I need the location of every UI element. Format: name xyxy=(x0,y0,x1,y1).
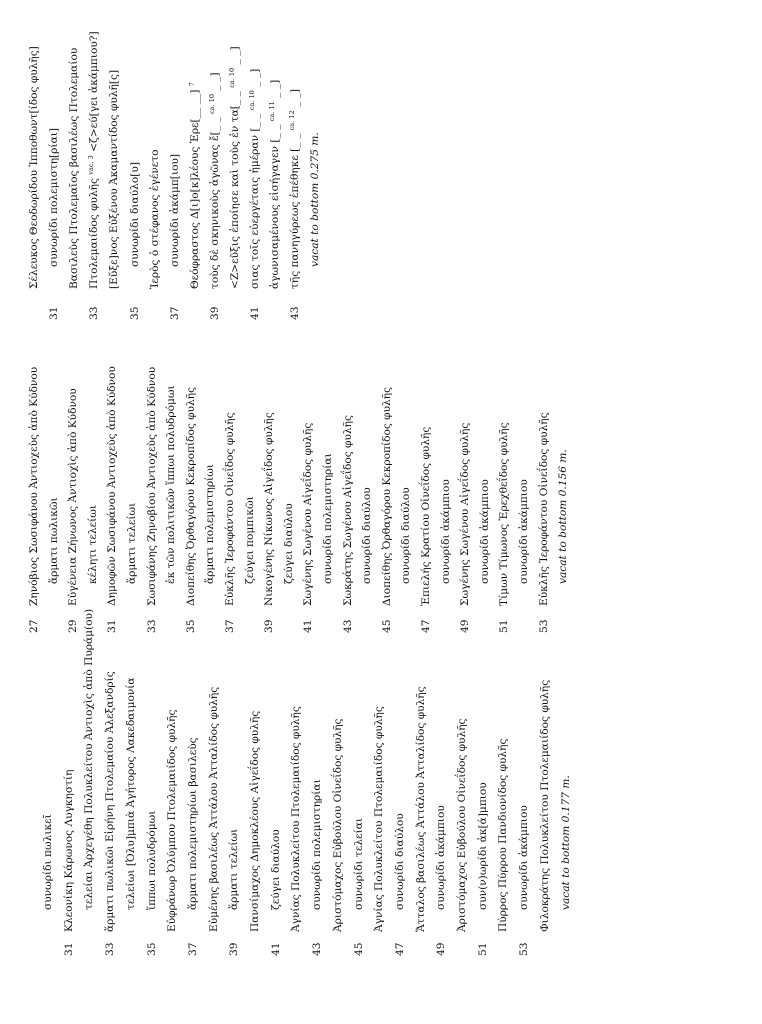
text-line xyxy=(311,779,323,932)
text-line xyxy=(28,46,40,289)
text-line xyxy=(185,387,197,606)
text-line xyxy=(108,70,120,289)
line-text: vacat to bottom 0.156 m. xyxy=(557,449,570,584)
line-text: σιας τοῖς εὐεργέταις ἡμέραν [_ _ xyxy=(249,113,262,289)
text-line xyxy=(106,366,118,606)
text-line xyxy=(87,505,99,606)
line-number: 33 xyxy=(104,942,117,956)
text-line xyxy=(129,162,141,289)
text-line xyxy=(263,412,275,606)
text-line xyxy=(249,69,261,289)
line-text: Ἀριστόμαχος Εὐβούλου Οἰνεΐδος φυλῆς xyxy=(456,718,468,932)
line-number: 31 xyxy=(62,942,75,956)
line-text: ζεύγει διαύλου xyxy=(282,503,295,584)
line-text: ἀγωνισαμένους εἰσήγαγεν [_ _ xyxy=(269,124,282,289)
line-text: συνωρίδι διαύλου xyxy=(400,487,413,584)
line-number: 37 xyxy=(224,619,236,633)
line-text: τοὺς δὲ σκηνικοὺς ἀγῶνας ἔ[_ _ xyxy=(208,117,221,289)
text-line xyxy=(126,503,138,606)
superscript-note: ca. 10 xyxy=(228,67,236,88)
line-number: 27 xyxy=(28,619,40,633)
text-line xyxy=(539,680,551,932)
text-line xyxy=(420,427,432,606)
text-line xyxy=(332,719,344,932)
text-line xyxy=(169,154,181,289)
line-text: ἅρματι πολεμιστηρίωι βασιλεὺς xyxy=(186,737,199,910)
line-text: ἅρματι τελείωι xyxy=(126,502,138,584)
line-text: Διοπείθης Ὀρθαγόρου Κεκροπίδος φυλῆς xyxy=(380,386,393,606)
text-line xyxy=(373,706,385,932)
line-text: συνωρίδι διαύλο[υ] xyxy=(128,162,141,267)
line-text: Σωσιφάνης Ζηνοβίου Ἀντιοχεὺς ἀπὸ Κύδνου xyxy=(145,366,158,606)
text-line xyxy=(165,385,177,606)
text-line xyxy=(290,706,302,932)
superscript-note: vac. 3 xyxy=(87,155,96,175)
line-text: [Εὔξε]νος Εὐξένου Ἀκαμαντίδος φυλῆ[ς] xyxy=(108,69,121,289)
text-line xyxy=(204,464,216,606)
line-text: ἐκ τῶν πολιτικῶν ἵππωι πολυδρόμωι xyxy=(165,385,178,584)
line-text: συνωρίδι τελείαι xyxy=(352,817,365,910)
text-line xyxy=(244,496,256,606)
text-line xyxy=(48,497,60,606)
line-text: ἅρματι πολεμιστηρίωι xyxy=(204,464,217,584)
line-number: 43 xyxy=(311,942,324,956)
line-text: συνωρίδι πολεμιστηρίαι xyxy=(311,779,324,910)
line-number: 31 xyxy=(48,306,61,320)
line-text: Σωγένης Σωγένου Αἰγεΐδος φυλῆς xyxy=(459,422,472,606)
line-number: 33 xyxy=(145,619,158,633)
line-text-continued: _ _] xyxy=(249,68,262,87)
line-text: ἅρματι τελείωι xyxy=(228,828,241,910)
superscript-note: ca. 12 xyxy=(288,110,297,131)
line-number: 35 xyxy=(128,306,141,320)
text-line xyxy=(381,387,393,606)
text-line xyxy=(125,677,137,932)
line-text-continued: _ _] xyxy=(229,46,241,65)
line-text: συνωρίδι ἀκάμπιου xyxy=(518,479,530,584)
line-text: Εὐφράνωρ Ὀλύμπου Πτολεμαιίδος φυλῆς xyxy=(166,709,179,932)
line-number: 49 xyxy=(435,942,448,956)
line-text: Ἀγνίας Πολυκλείτου Πτολεμαιίδος φυλῆς xyxy=(373,706,386,932)
text-line xyxy=(342,415,354,606)
line-text: συνωρίδι πωλικεῖ xyxy=(42,814,54,910)
text-line xyxy=(146,367,158,606)
line-text: συν(ν)ωρίδι ἀκ[ά]μπιου xyxy=(476,782,489,910)
line-text: τελείαι Ἀρχεγέθη Πολυκλείτου Ἀντιοχὶς ἀπὸ Πυράμ(ου) xyxy=(83,608,96,910)
line-text: Εὐγένεια Ζήνωνος Ἀντιοχὶς ἀπὸ Κύδνου xyxy=(67,388,80,606)
text-line xyxy=(42,814,54,932)
line-text: ἅρματι πωλικῶι Εἰρήνη Πτολεμαίου Ἀλεξανδρίς xyxy=(104,671,117,932)
line-text: vacat to bottom 0.177 m. xyxy=(559,775,572,910)
line-text: Εὐκλῆς Ἱεροφάντου Οἰνεΐδος φυλῆς xyxy=(537,412,550,606)
line-text-continued: _ _] xyxy=(269,79,282,98)
line-text: vacat to bottom 0.275 m. xyxy=(309,132,322,267)
text-line xyxy=(459,423,471,606)
line-number: 43 xyxy=(289,306,302,320)
text-line xyxy=(88,31,100,289)
line-number: 49 xyxy=(459,619,472,633)
text-line xyxy=(228,829,240,932)
line-number: 47 xyxy=(420,619,432,633)
line-text: Φιλοκράτης Πολυκλείτου Πτολεμαιίδος φυλῆς xyxy=(538,679,551,932)
text-line xyxy=(440,479,452,606)
text-line xyxy=(146,811,158,932)
text-line xyxy=(189,82,201,289)
line-text: συνωρίδι ἀκάμπιου xyxy=(478,479,491,584)
line-text: Ζηνόβιος Σωσιφάνου Ἀντιοχεὺς ἀπὸ Κύδνου xyxy=(28,366,40,606)
line-text: ζεύγει διαύλου xyxy=(269,829,282,910)
line-text: συνωρίδι πολεμιστη[ρίαι] xyxy=(48,127,61,267)
line-text: τελείωι [Ὀλυ]μπιὰ Ἀγήτορος Λακεδαιμονία xyxy=(124,677,137,910)
line-number: 35 xyxy=(184,619,197,633)
text-line xyxy=(187,737,199,932)
text-line xyxy=(302,423,314,606)
text-line xyxy=(149,149,161,289)
superscript-note: 7 xyxy=(187,82,196,87)
text-line xyxy=(435,805,447,932)
text-line xyxy=(322,453,334,606)
text-line xyxy=(518,479,530,606)
line-text: Πανσίμαχος Δημοκλέους Αἰγεΐδος φυλῆς xyxy=(249,710,261,932)
column-middle xyxy=(0,286,762,633)
line-number: 43 xyxy=(341,619,354,633)
text-line xyxy=(361,487,373,606)
line-text: Ἄτταλος βασιλέως Ἀττάλου Ἀτταλίδος φυλῆς xyxy=(414,686,427,932)
line-text: συνωρίδι διαύλου xyxy=(361,487,374,584)
line-number: 39 xyxy=(228,942,241,956)
line-text: Δημοφῶν Σωσιφάνου Ἀντιοχεὺς ἀπὸ Κύδνου xyxy=(106,366,119,606)
text-line xyxy=(477,782,489,932)
superscript-note: ca. 11 xyxy=(268,101,277,122)
text-line xyxy=(208,687,220,932)
line-number: 35 xyxy=(145,942,158,956)
text-line xyxy=(394,813,406,932)
line-number: 41 xyxy=(302,619,315,633)
text-line xyxy=(415,686,427,932)
line-text: Κλεονίκη Κάρωνος Λυγκηστίη xyxy=(62,769,75,932)
text-line xyxy=(456,719,468,932)
line-number: 53 xyxy=(537,619,550,633)
column-right xyxy=(0,0,762,320)
text-line xyxy=(229,46,241,289)
line-text: Νικογένης Νίκωνος Αἰγεΐδος φυλῆς xyxy=(263,412,276,606)
line-text: Ἐπιελής Κρατίου Οἰνεΐδος φυλῆς xyxy=(420,426,432,606)
text-line xyxy=(104,671,116,932)
line-number: 51 xyxy=(498,619,511,633)
line-number: 51 xyxy=(476,942,489,956)
line-text: ἵππωι πολυδρόμωι xyxy=(145,810,158,910)
text-line xyxy=(498,422,510,606)
text-line xyxy=(557,449,569,606)
text-line xyxy=(249,711,261,932)
line-number: 47 xyxy=(393,942,406,956)
line-text: συνωρίδι ἀκάμπιου xyxy=(439,479,452,584)
line-number: 33 xyxy=(88,306,101,320)
superscript-note: ca. 10 xyxy=(248,90,257,111)
line-text: Εὐκλῆς Ἱεροφάντου Οἰνεΐδος φυλῆς xyxy=(224,412,236,606)
superscript-note: ca. 10 xyxy=(207,93,216,114)
text-line xyxy=(497,739,509,932)
text-line xyxy=(353,818,365,932)
text-line xyxy=(63,770,75,932)
line-text: Εὐμένης βασιλέως Ἀττάλου Ἀτταλίδος φυλῆς xyxy=(207,686,220,932)
line-text: συνωρίδι ἀκάμπιου xyxy=(518,805,531,910)
text-line xyxy=(283,503,295,606)
line-text: <Ζ>εῦξις ἐποίησε καὶ τοὺς ἐν τα[_ _ xyxy=(229,91,241,289)
line-number: 39 xyxy=(263,619,276,633)
line-text: Διοπείθης Ὀρθαγόρου Κεκροπίδος φυλῆς xyxy=(184,386,197,606)
line-number: 41 xyxy=(269,942,282,956)
text-line xyxy=(309,132,321,289)
line-text: Σωκράτης Σωγένου Αἰγεΐδος φυλῆς xyxy=(341,415,354,606)
line-text: Τίμων Τίμωνος Ἐρεχθεΐδος φυλῆς xyxy=(498,422,511,606)
text-line xyxy=(48,128,60,289)
text-line xyxy=(400,487,412,606)
text-line xyxy=(68,48,80,289)
line-text: κέλητι τελείωι xyxy=(86,504,99,584)
line-text: συνωρίδι ἀκάμπιου xyxy=(435,805,448,910)
text-line xyxy=(166,710,178,932)
line-number: 53 xyxy=(518,942,531,956)
text-line xyxy=(67,388,79,606)
line-text: τῆς πανηγύρεως ἐπέθηκε [_ _ xyxy=(289,133,302,289)
line-text: Σέλευκος Θεοδωρίδου Ἱπποθωντ[ίδος φυλῆς] xyxy=(28,46,40,289)
text-line xyxy=(560,775,572,932)
line-number: 41 xyxy=(249,306,262,320)
text-line xyxy=(269,80,281,289)
line-text: Θεόφραστος Δ[ι]ο[κ]λέους Ἐρε[__ __] xyxy=(188,89,201,289)
line-number: 45 xyxy=(352,942,365,956)
line-text: Ἱερὸς ὁ στέφανος ἐγένετο xyxy=(148,149,161,289)
line-text: Σωγένης Σωγένου Αἰγεΐδος φυλῆς xyxy=(302,422,315,606)
line-text: συνωρίδι ἀκάμπ[ιου] xyxy=(168,153,181,267)
text-line xyxy=(83,609,95,932)
line-number: 37 xyxy=(168,306,181,320)
line-text: Βασιλεὺς Πτολεμαῖος βασιλέως Πτολεμαίου xyxy=(68,47,81,289)
line-number: 45 xyxy=(380,619,393,633)
column-left xyxy=(0,608,762,956)
line-number: 37 xyxy=(186,942,199,956)
line-text: Πύρρος Πύρρου Πανδιονίδος φυλῆς xyxy=(497,738,510,932)
line-text: ζεύγει πομπικῶι xyxy=(243,496,256,584)
text-line xyxy=(224,412,236,606)
line-text-continued: <ζ>εύ[γει ἀκάμπιου?] xyxy=(88,31,101,152)
line-text: Πτολεμαιίδος φυλῆς xyxy=(88,178,101,289)
text-line xyxy=(289,89,301,289)
line-number: 29 xyxy=(67,619,80,633)
line-number: 39 xyxy=(208,306,221,320)
line-text-continued: _ _] xyxy=(208,72,221,91)
line-text: Ἀριστόμαχος Εὐβούλου Οἰνεΐδος φυλῆς xyxy=(331,718,344,932)
line-text: συνωρίδι διαύλου xyxy=(393,813,406,910)
line-number: 31 xyxy=(106,619,119,633)
line-text: ἅρματι πωλικῶι xyxy=(47,497,60,584)
text-line xyxy=(538,412,550,606)
line-text: Ἀγνίας Πολυκλείτου Πτολεμαιίδος φυλῆς xyxy=(290,706,303,932)
line-text-continued: _ _] xyxy=(289,88,302,108)
text-line xyxy=(479,479,491,606)
text-line xyxy=(28,367,40,606)
text-line xyxy=(518,805,530,932)
line-text: συνωρίδι πολεμιστηρίαι xyxy=(322,453,334,584)
text-line xyxy=(270,829,282,932)
text-line xyxy=(209,72,221,289)
